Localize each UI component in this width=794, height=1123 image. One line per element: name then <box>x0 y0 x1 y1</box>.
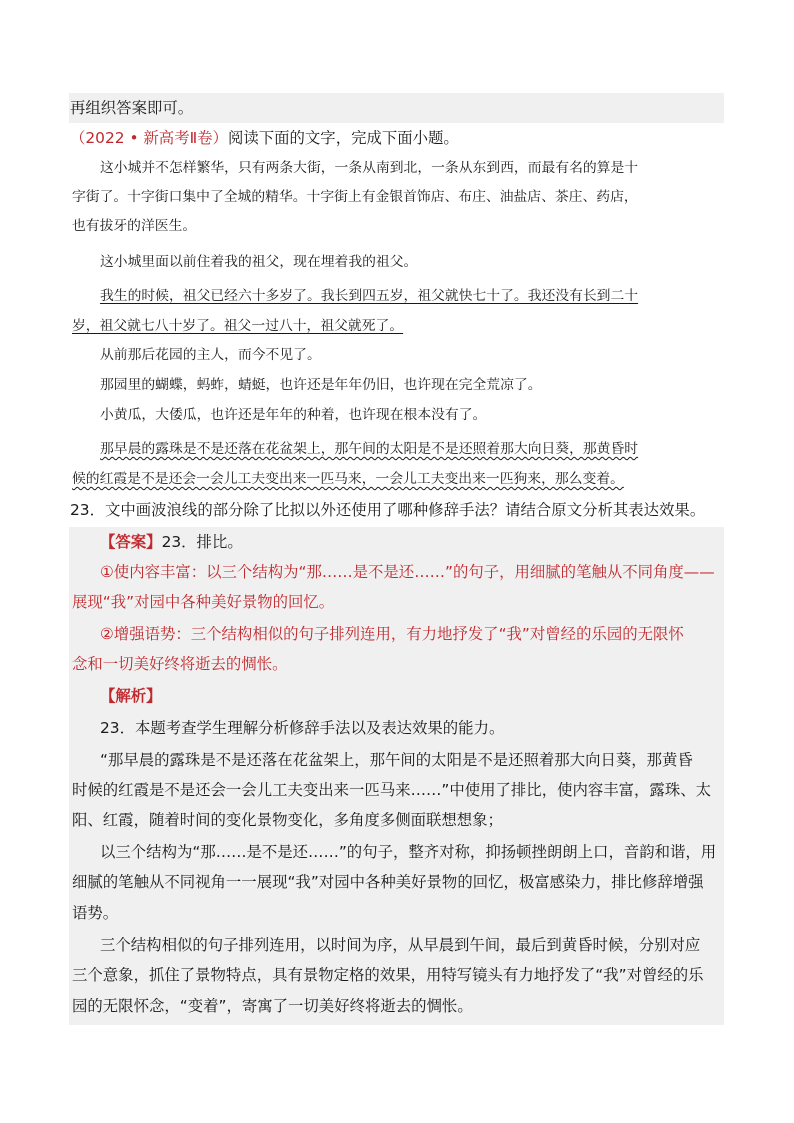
passage-p3-line1: 我生的时候，祖父已经六十多岁了。我长到四五岁，祖父就快七十了。我还没有长到二十 <box>100 288 639 304</box>
analysis-intro: 23．本题考查学生理解分析修辞手法以及表达效果的能力。 <box>100 719 505 737</box>
continuation-text: 再组织答案即可。 <box>70 99 194 117</box>
source-tag: （2022 • 新高考Ⅱ卷） <box>70 129 228 147</box>
passage-p3-line2: 岁，祖父就七八十岁了。祖父一过八十，祖父就死了。 <box>72 318 404 334</box>
question-23: 23．文中画波浪线的部分除了比拟以外还使用了哪种修辞手法？请结合原文分析其表达效果。 <box>70 501 706 519</box>
answer-point1-line2: 展现“我”对园中各种美好景物的回忆。 <box>72 593 335 611</box>
analysis-label: 【解析】 <box>100 687 162 705</box>
passage-p6: 小黄瓜，大倭瓜，也许还是年年的种着，也许现在根本没有了。 <box>100 407 487 423</box>
question-header <box>70 126 459 150</box>
passage-p1-line2: 字街了。十字街口集中了全城的精华。十字街上有金银首饰店、布庄、油盐店、茶庄、药店， <box>72 189 638 205</box>
analysis-para3-line3: 园的无限怀念，“变着”，寄寓了一切美好终将逝去的惆怅。 <box>72 997 473 1015</box>
analysis-para3-line1: 三个结构相似的句子排列连用，以时间为序，从早晨到午间，最后到黄昏时候，分别对应 <box>100 936 701 954</box>
answer-heading <box>100 530 243 554</box>
passage-p1-line1: 这小城并不怎样繁华，只有两条大街，一条从南到北，一条从东到西，而最有名的算是十 <box>100 160 639 176</box>
passage-p7-line2: 候的红霞是不是还会一会儿工夫变出来一匹马来，一会儿工夫变出来一匹狗来，那么变着。 <box>72 471 624 487</box>
analysis-para2-line3: 语势。 <box>72 904 119 922</box>
passage-p5: 那园里的蝴蝶，蚂蚱，蜻蜓，也许还是年年仍旧，也许现在完全荒凉了。 <box>100 377 542 393</box>
passage-p1-line3: 也有拔牙的洋医生。 <box>72 218 197 234</box>
analysis-para2-line1: 以三个结构为“那……是不是还……”的句子，整齐对称，抑扬顿挫朗朗上口，音韵和谐，用 <box>100 843 717 861</box>
passage-p7-line1: 那早晨的露珠是不是还落在花盆架上，那午间的太阳是不是还照着那大向日葵，那黄昏时 <box>100 441 639 457</box>
analysis-para1-line3: 阳、红霞，随着时间的变化景物变化，多角度多侧面联想想象； <box>72 811 503 829</box>
answer-point2-line1: ②增强语势：三个结构相似的句子排列连用，有力地抒发了“我”对曾经的乐园的无限怀 <box>100 625 684 643</box>
passage-p4: 从前那后花园的主人，而今不见了。 <box>100 347 321 363</box>
instruction-text: 阅读下面的文字，完成下面小题。 <box>227 129 459 147</box>
analysis-para1-line1: “那早晨的露珠是不是还落在花盆架上，那午间的太阳是不是还照着那大向日葵，那黄昏 <box>100 751 693 769</box>
answer-point2-line2: 念和一切美好终将逝去的惆怅。 <box>72 655 288 673</box>
answer-point1-line1: ①使内容丰富：以三个结构为“那……是不是还……”的句子，用细腻的笔触从不同角度—— <box>100 563 715 581</box>
analysis-para1-line2: 时候的红霞是不是还会一会儿工夫变出来一匹马来……”中使用了排比，使内容丰富，露珠、太 <box>72 781 711 799</box>
answer-text: 23．排比。 <box>161 533 243 551</box>
analysis-para3-line2: 三个意象，抓住了景物特点，具有景物定格的效果，用特写镜头有力地抒发了“我”对曾经的乐 <box>72 966 704 984</box>
analysis-para2-line2: 细腻的笔触从不同视角一一展现“我”对园中各种美好景物的回忆，极富感染力，排比修辞增强 <box>72 873 704 891</box>
answer-label: 【答案】 <box>100 533 162 551</box>
passage-p2: 这小城里面以前住着我的祖父，现在埋着我的祖父。 <box>100 254 418 270</box>
